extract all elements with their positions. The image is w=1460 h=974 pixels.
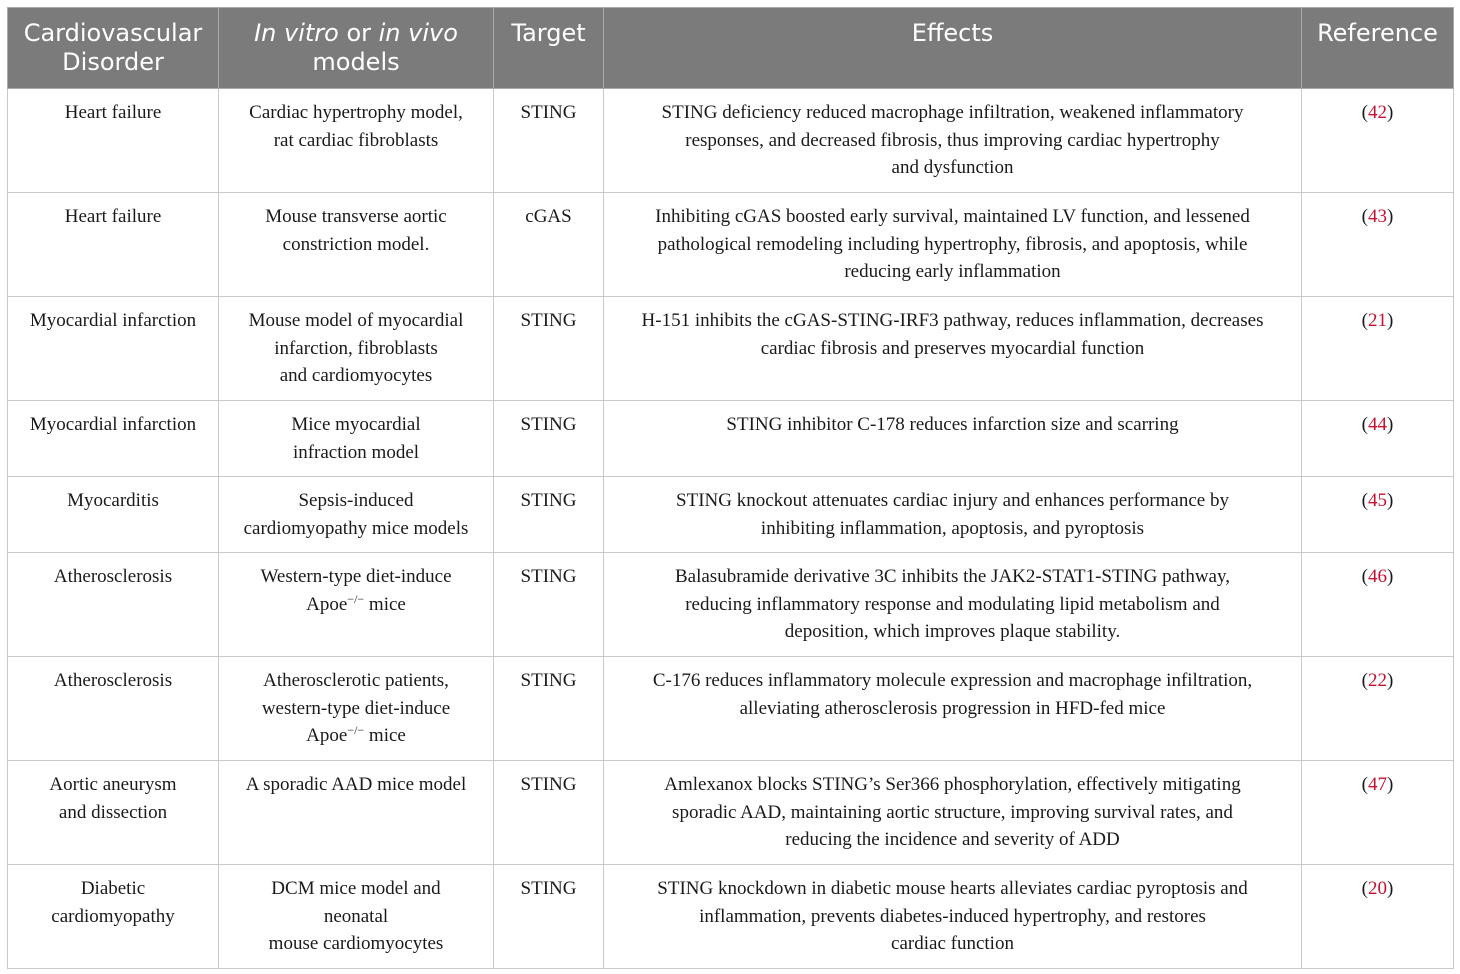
- ref-close-paren: ): [1387, 670, 1394, 691]
- ref-close-paren: ): [1387, 414, 1394, 435]
- table-row: [8, 865, 1454, 969]
- cell-target: STING: [494, 401, 604, 477]
- model-line: Western-type diet-induce: [260, 566, 452, 587]
- cell-model: [219, 297, 494, 401]
- disorder-line: and dissection: [58, 801, 168, 823]
- model-line: cardiomyopathy mice models: [243, 517, 469, 539]
- apoe-superscript: −/−: [347, 723, 365, 737]
- header-models-invivo: in vivo: [378, 19, 458, 47]
- cell-effects: [604, 193, 1302, 297]
- cell-reference: [1302, 477, 1454, 553]
- cell-disorder: [8, 865, 219, 969]
- ref-open-paren: (: [1361, 774, 1368, 795]
- effect-line: STING inhibitor C-178 reduces infarction size and scarring: [726, 414, 1179, 435]
- effect-line: responses, and decreased fibrosis, thus improving cardiac hypertrophy: [685, 129, 1220, 151]
- ref-open-paren: (: [1361, 490, 1368, 511]
- ref-close-paren: ): [1387, 774, 1394, 795]
- ref-open-paren: (: [1361, 566, 1368, 587]
- model-line: mouse cardiomyocytes: [268, 933, 444, 954]
- model-line: infarction, fibroblasts: [274, 337, 438, 359]
- model-line: and cardiomyocytes: [279, 365, 433, 386]
- cell-disorder: [8, 193, 219, 297]
- cell-target: STING: [494, 761, 604, 865]
- model-line-apoe: [227, 591, 485, 619]
- cell-effects: [604, 761, 1302, 865]
- cell-effects: [604, 89, 1302, 193]
- model-line: Mice myocardial: [291, 414, 421, 435]
- header-models-invitro: In vitro: [254, 19, 339, 47]
- ref-open-paren: (: [1361, 670, 1368, 691]
- cell-model: [219, 89, 494, 193]
- reference-link[interactable]: 47: [1368, 774, 1387, 795]
- cell-reference: [1302, 193, 1454, 297]
- effect-line: cardiac fibrosis and preserves myocardial function: [760, 337, 1145, 359]
- model-line-apoe: [227, 722, 485, 750]
- effect-line: H-151 inhibits the cGAS-STING-IRF3 pathway, reduces inflammation, decreases: [641, 310, 1264, 331]
- disorder-text: Myocarditis: [67, 490, 159, 511]
- cell-disorder: [8, 657, 219, 761]
- model-line: Mouse model of myocardial: [248, 310, 464, 331]
- header-reference: Reference: [1302, 8, 1454, 89]
- reference-link[interactable]: 43: [1368, 206, 1387, 227]
- cell-target: STING: [494, 657, 604, 761]
- ref-close-paren: ): [1387, 310, 1394, 331]
- cell-effects: [604, 297, 1302, 401]
- cell-disorder: [8, 553, 219, 657]
- reference-link[interactable]: 20: [1368, 878, 1387, 899]
- model-line: Atherosclerotic patients,: [263, 670, 449, 691]
- disorder-text: Heart failure: [64, 206, 162, 227]
- apoe-text: Apoe: [306, 725, 348, 746]
- cell-reference: [1302, 89, 1454, 193]
- effect-line: STING knockout attenuates cardiac injury and enhances performance by: [676, 490, 1229, 511]
- effect-line: C-176 reduces inflammatory molecule expression and macrophage infiltration,: [652, 670, 1253, 691]
- model-line: rat cardiac fibroblasts: [273, 129, 439, 151]
- reference-link[interactable]: 46: [1368, 566, 1387, 587]
- ref-close-paren: ): [1387, 206, 1394, 227]
- table-row: [8, 297, 1454, 401]
- cell-disorder: [8, 477, 219, 553]
- cell-reference: [1302, 401, 1454, 477]
- cell-reference: [1302, 297, 1454, 401]
- table-row: [8, 401, 1454, 477]
- cell-effects: [604, 657, 1302, 761]
- reference-link[interactable]: 45: [1368, 490, 1387, 511]
- cell-effects: [604, 553, 1302, 657]
- ref-open-paren: (: [1361, 414, 1368, 435]
- model-line: Mouse transverse aortic: [265, 206, 447, 227]
- cell-target: STING: [494, 477, 604, 553]
- cell-model: [219, 865, 494, 969]
- disorder-line: Diabetic: [80, 878, 146, 899]
- effect-line: STING deficiency reduced macrophage infiltration, weakened inflammatory: [661, 102, 1244, 123]
- disorder-line: cardiomyopathy: [51, 905, 175, 927]
- cell-model: [219, 657, 494, 761]
- effect-line: alleviating atherosclerosis progression in HFD-fed mice: [739, 697, 1166, 719]
- header-target: Target: [494, 8, 604, 89]
- disorder-text: Atherosclerosis: [53, 670, 173, 691]
- model-line: western-type diet-induce: [261, 697, 451, 719]
- disorder-line: Aortic aneurysm: [49, 774, 177, 795]
- effect-line: pathological remodeling including hypertrophy, fibrosis, and apoptosis, while: [657, 233, 1248, 255]
- effect-line: inflammation, prevents diabetes-induced hypertrophy, and restores: [699, 905, 1206, 927]
- reference-link[interactable]: 42: [1368, 102, 1387, 123]
- cell-target: STING: [494, 865, 604, 969]
- effect-line: Balasubramide derivative 3C inhibits the JAK2-STAT1-STING pathway,: [674, 566, 1230, 587]
- model-line: infraction model: [292, 441, 420, 463]
- table-body: [8, 89, 1454, 969]
- cell-target: STING: [494, 297, 604, 401]
- cell-effects: [604, 865, 1302, 969]
- data-table: [7, 7, 1454, 969]
- disorder-text: Myocardial infarction: [29, 310, 197, 331]
- disorder-text: Myocardial infarction: [29, 414, 197, 435]
- effect-line: deposition, which improves plaque stability.: [784, 621, 1121, 642]
- header-models-suffix: models: [312, 48, 400, 76]
- effect-line: inhibiting inflammation, apoptosis, and pyroptosis: [760, 517, 1145, 539]
- model-line: A sporadic AAD mice model: [245, 774, 467, 795]
- effect-line: reducing inflammatory response and modulating lipid metabolism and: [685, 593, 1220, 615]
- header-effects: Effects: [604, 8, 1302, 89]
- apoe-tail: mice: [364, 725, 406, 746]
- table-row: [8, 477, 1454, 553]
- cell-model: [219, 401, 494, 477]
- reference-link[interactable]: 44: [1368, 414, 1387, 435]
- ref-close-paren: ): [1387, 490, 1394, 511]
- cell-reference: [1302, 865, 1454, 969]
- model-line: Cardiac hypertrophy model,: [249, 102, 463, 123]
- effect-line: and dysfunction: [891, 157, 1014, 178]
- model-line: Sepsis-induced: [298, 490, 414, 511]
- table-row: [8, 761, 1454, 865]
- cell-effects: [604, 477, 1302, 553]
- cell-disorder: [8, 401, 219, 477]
- cell-target: STING: [494, 553, 604, 657]
- disorder-text: Atherosclerosis: [53, 566, 173, 587]
- effect-line: Amlexanox blocks STING’s Ser366 phosphorylation, effectively mitigating: [664, 774, 1241, 795]
- cell-reference: [1302, 657, 1454, 761]
- header-models: [219, 8, 494, 89]
- apoe-superscript: −/−: [347, 591, 365, 606]
- model-line: constriction model.: [282, 233, 430, 255]
- cell-model: [219, 553, 494, 657]
- table-row: [8, 553, 1454, 657]
- cell-model: [219, 193, 494, 297]
- table-row: [8, 657, 1454, 761]
- apoe-text: Apoe: [306, 593, 348, 615]
- effect-line: Inhibiting cGAS boosted early survival, maintained LV function, and lessened: [655, 206, 1250, 227]
- cell-disorder: [8, 297, 219, 401]
- header-disorder: Cardiovascular Disorder: [8, 8, 219, 89]
- ref-open-paren: (: [1361, 878, 1368, 899]
- cell-effects: [604, 401, 1302, 477]
- cell-disorder: [8, 761, 219, 865]
- effect-line: cardiac function: [891, 933, 1014, 954]
- ref-close-paren: ): [1387, 566, 1394, 587]
- ref-open-paren: (: [1361, 206, 1368, 227]
- effect-line: reducing early inflammation: [844, 261, 1061, 282]
- effect-line: STING knockdown in diabetic mouse hearts alleviates cardiac pyroptosis and: [657, 878, 1248, 899]
- model-line: DCM mice model and: [271, 878, 441, 899]
- table-row: [8, 193, 1454, 297]
- ref-open-paren: (: [1361, 310, 1368, 331]
- cell-target: STING: [494, 89, 604, 193]
- reference-link[interactable]: 22: [1368, 670, 1387, 691]
- cell-target: cGAS: [494, 193, 604, 297]
- cell-reference: [1302, 553, 1454, 657]
- cell-reference: [1302, 761, 1454, 865]
- cell-model: [219, 477, 494, 553]
- header-row: [8, 8, 1454, 89]
- effect-line: reducing the incidence and severity of ADD: [785, 829, 1120, 850]
- table-row: [8, 89, 1454, 193]
- model-line: neonatal: [323, 905, 389, 927]
- apoe-tail: mice: [364, 593, 406, 615]
- header-models-or: or: [338, 19, 379, 47]
- effect-line: sporadic AAD, maintaining aortic structure, improving survival rates, and: [672, 801, 1233, 823]
- ref-close-paren: ): [1387, 878, 1394, 899]
- ref-close-paren: ): [1387, 102, 1394, 123]
- disorder-text: Heart failure: [64, 102, 162, 123]
- cell-model: [219, 761, 494, 865]
- cell-disorder: [8, 89, 219, 193]
- reference-link[interactable]: 21: [1368, 310, 1387, 331]
- ref-open-paren: (: [1361, 102, 1368, 123]
